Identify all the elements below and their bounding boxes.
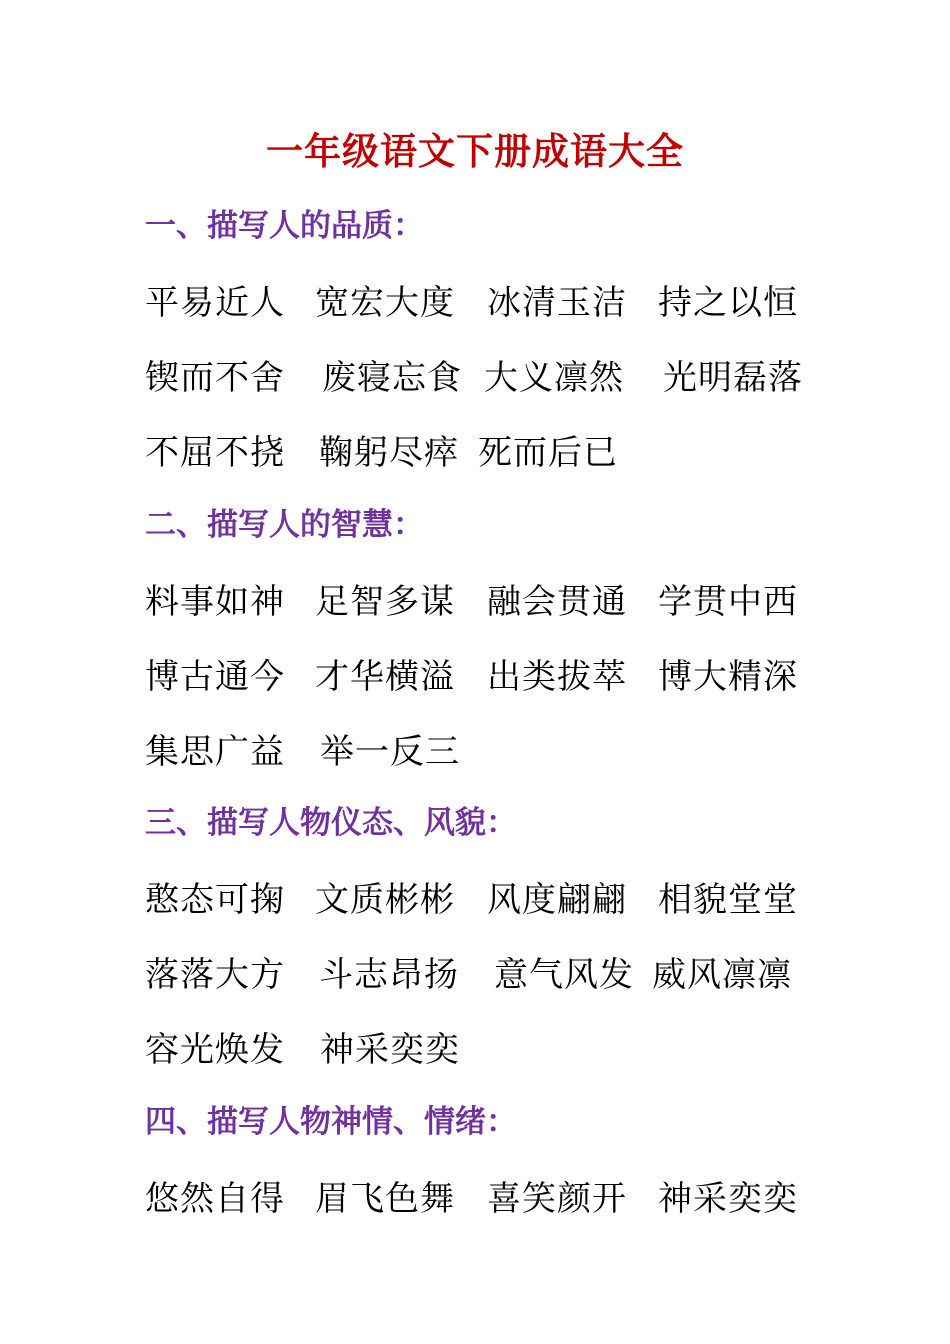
idiom-row <box>145 430 845 476</box>
idiom: 不屈不挠 <box>145 433 285 473</box>
idiom-row <box>145 579 845 625</box>
idiom-row <box>145 952 845 998</box>
idiom: 冰清玉洁 <box>487 283 627 323</box>
idiom: 足智多谋 <box>315 582 455 622</box>
idiom: 鞠躬尽瘁 <box>319 433 459 473</box>
idiom: 出类拔萃 <box>487 657 627 697</box>
idiom: 大义凛然 <box>484 358 624 398</box>
idiom: 平易近人 <box>145 283 285 323</box>
idiom: 融会贯通 <box>487 582 627 622</box>
section-heading-wisdom: 二、描写人的智慧： <box>145 507 424 543</box>
idiom: 学贯中西 <box>658 582 798 622</box>
idiom-row <box>145 1027 845 1073</box>
idiom: 斗志昂扬 <box>319 955 459 995</box>
idiom: 持之以恒 <box>658 283 798 323</box>
idiom: 集思广益 <box>145 732 285 772</box>
section-heading-emotion: 四、描写人物神情、情绪： <box>145 1104 517 1140</box>
section-heading-quality: 一、描写人的品质： <box>145 208 424 244</box>
idiom-row <box>145 355 845 401</box>
idiom: 眉飞色舞 <box>315 1179 455 1219</box>
idiom: 博大精深 <box>658 657 798 697</box>
idiom: 相貌堂堂 <box>658 880 798 920</box>
page-title: 一年级语文下册成语大全 <box>266 130 684 173</box>
idiom: 喜笑颜开 <box>487 1179 627 1219</box>
idiom: 神采奕奕 <box>320 1030 460 1070</box>
idiom: 意气风发 <box>494 955 634 995</box>
idiom-row <box>145 1176 845 1222</box>
idiom: 博古通今 <box>145 657 285 697</box>
idiom: 才华横溢 <box>315 657 455 697</box>
idiom: 风度翩翩 <box>487 880 627 920</box>
idiom: 料事如神 <box>145 582 285 622</box>
idiom-row <box>145 654 845 700</box>
idiom-row <box>145 280 845 326</box>
idiom: 文质彬彬 <box>315 880 455 920</box>
idiom: 威风凛凛 <box>652 955 792 995</box>
idiom: 锲而不舍 <box>145 358 285 398</box>
idiom: 悠然自得 <box>145 1179 285 1219</box>
section-heading-appearance: 三、描写人物仪态、风貌： <box>145 805 517 841</box>
idiom: 憨态可掬 <box>145 880 285 920</box>
idiom: 容光焕发 <box>145 1030 285 1070</box>
idiom: 宽宏大度 <box>315 283 455 323</box>
idiom: 光明磊落 <box>663 358 803 398</box>
idiom: 废寝忘食 <box>322 358 462 398</box>
idiom: 神采奕奕 <box>658 1179 798 1219</box>
idiom: 举一反三 <box>320 732 460 772</box>
idiom-row <box>145 729 845 775</box>
idiom-row <box>145 877 845 923</box>
idiom: 落落大方 <box>145 955 285 995</box>
idiom: 死而后已 <box>478 433 618 473</box>
